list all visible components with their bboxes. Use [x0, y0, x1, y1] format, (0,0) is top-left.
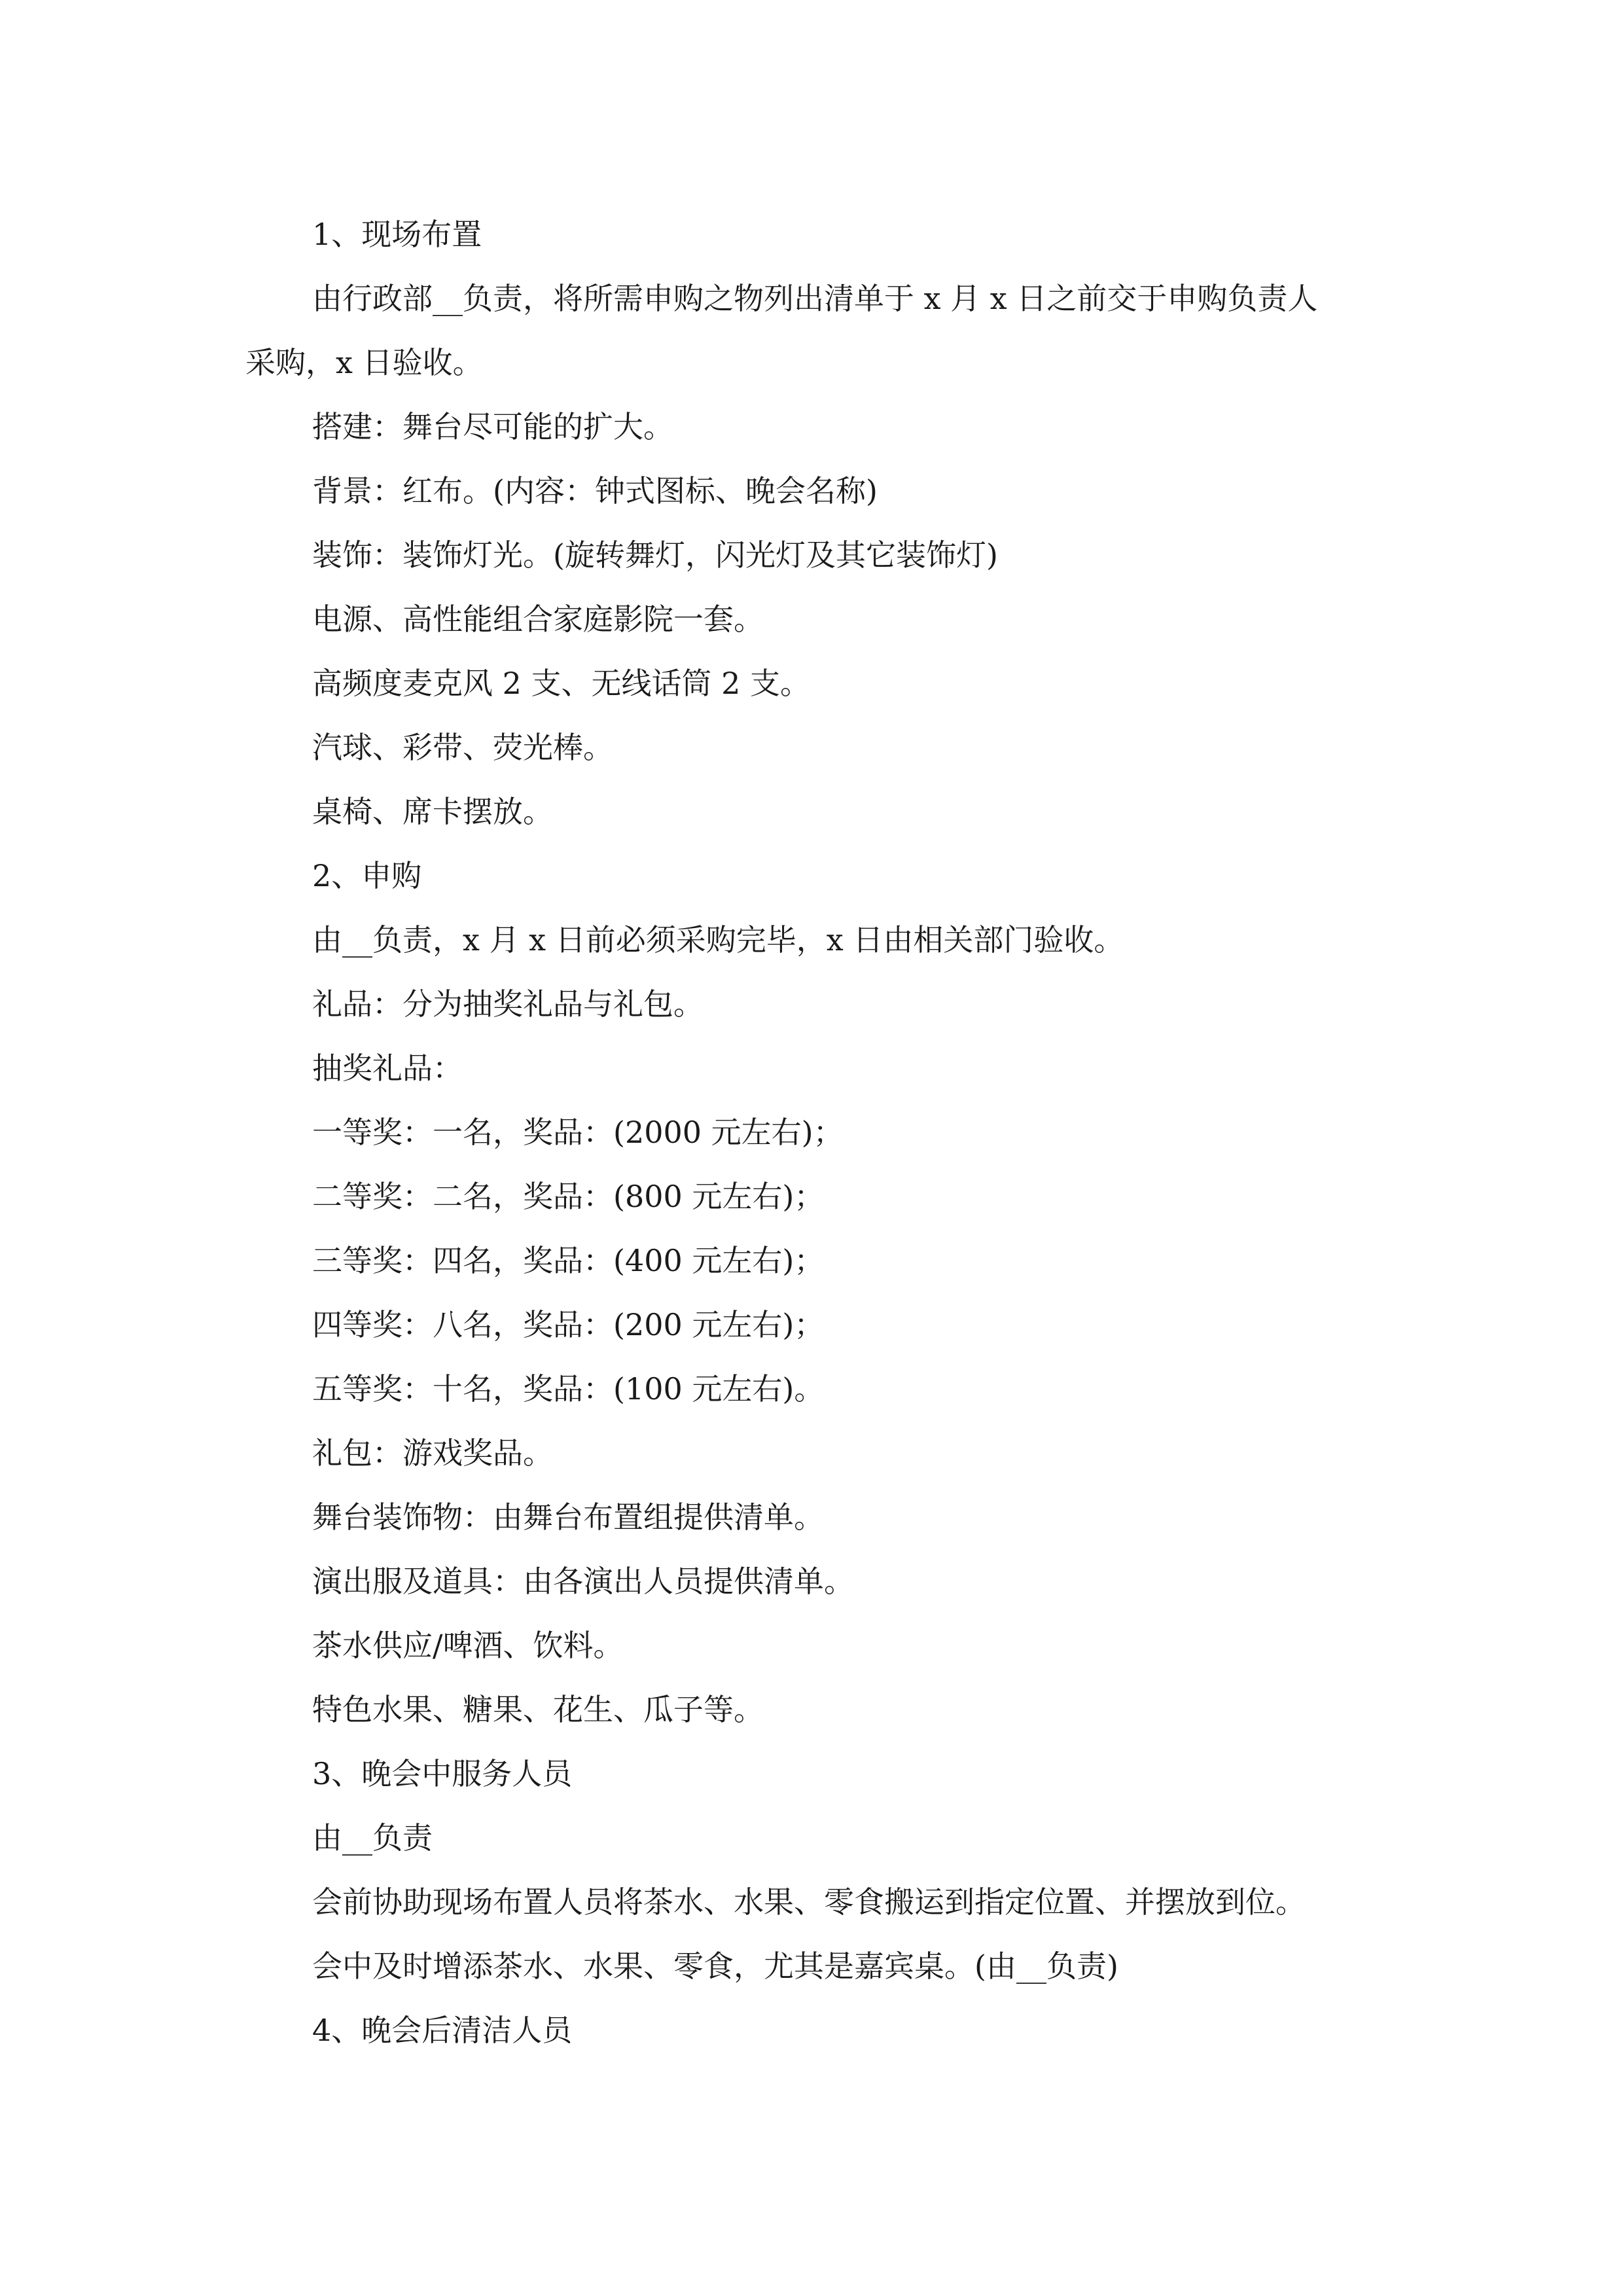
prize-line: 四等奖：八名，奖品：(200 元左右)； [312, 1307, 825, 1342]
prize-line: 二等奖：二名，奖品：(800 元左右)； [312, 1179, 825, 1214]
paragraph-line: 电源、高性能组合家庭影院一套。 [312, 601, 764, 637]
paragraph-line: 会前协助现场布置人员将茶水、水果、零食搬运到指定位置、并摆放到位。 [312, 1884, 1306, 1920]
paragraph-line: 舞台装饰物：由舞台布置组提供清单。 [312, 1499, 824, 1535]
paragraph-line: 茶水供应/啤酒、饮料。 [312, 1628, 624, 1663]
paragraph-line: 由__负责 [312, 1820, 433, 1856]
paragraph-line: 高频度麦克风 2 支、无线话筒 2 支。 [312, 666, 811, 701]
paragraph-line: 采购，x 日验收。 [245, 345, 483, 380]
paragraph-line: 由__负责，x 月 x 日前必须采购完毕，x 日由相关部门验收。 [312, 922, 1124, 958]
paragraph-line: 装饰：装饰灯光。(旋转舞灯，闪光灯及其它装饰灯) [312, 537, 998, 573]
prize-line: 五等奖：十名，奖品：(100 元左右)。 [312, 1371, 825, 1407]
section-heading-4: 4、晚会后清洁人员 [312, 2013, 573, 2048]
paragraph-line: 由行政部__负责，将所需申购之物列出清单于 x 月 x 日之前交于申购负责人 [312, 281, 1318, 316]
section-heading-2: 2、申购 [312, 858, 422, 893]
paragraph-line: 礼包：游戏奖品。 [312, 1435, 553, 1471]
paragraph-line: 会中及时增添茶水、水果、零食，尤其是嘉宾桌。(由__负责) [312, 1948, 1118, 1984]
paragraph-line: 桌椅、席卡摆放。 [312, 794, 553, 829]
paragraph-line: 抽奖礼品： [312, 1050, 463, 1086]
paragraph-line: 背景：红布。(内容：钟式图标、晚会名称) [312, 473, 878, 509]
paragraph-line: 汽球、彩带、荧光棒。 [312, 730, 613, 765]
prize-line: 三等奖：四名，奖品：(400 元左右)； [312, 1243, 825, 1278]
paragraph-line: 特色水果、糖果、花生、瓜子等。 [312, 1692, 764, 1727]
paragraph-line: 演出服及道具：由各演出人员提供清单。 [312, 1564, 854, 1599]
section-heading-3: 3、晚会中服务人员 [312, 1756, 573, 1791]
paragraph-line: 礼品：分为抽奖礼品与礼包。 [312, 986, 704, 1022]
document-body [245, 202, 1407, 2062]
paragraph-line: 搭建：舞台尽可能的扩大。 [312, 409, 673, 444]
prize-line: 一等奖：一名，奖品：(2000 元左右)； [312, 1115, 844, 1150]
section-heading-1: 1、现场布置 [312, 217, 482, 252]
